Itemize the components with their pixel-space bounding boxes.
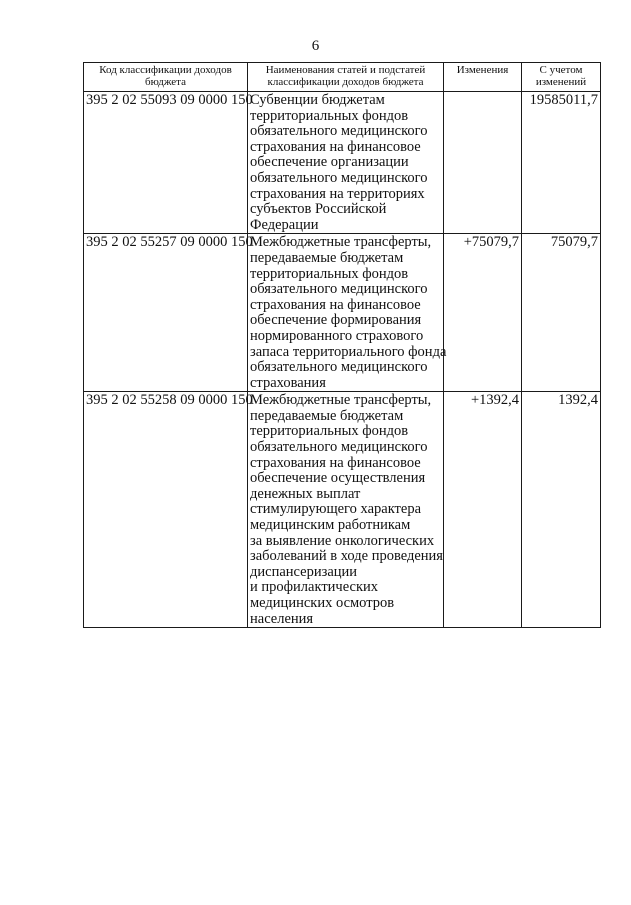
row-name-line: обеспечение организации xyxy=(250,154,409,171)
row-name-line: передаваемые бюджетам xyxy=(250,407,404,424)
table-row xyxy=(84,92,601,234)
row-total: 1392,4 xyxy=(522,392,601,628)
row-name-line: обязательного медицинского xyxy=(250,359,428,376)
row-code: 395 2 02 55093 09 0000 150 xyxy=(84,92,248,234)
table-body xyxy=(84,92,601,628)
row-name-line: обязательного медицинского xyxy=(250,281,428,298)
row-name-line: страхования на финансовое xyxy=(250,138,421,155)
row-name xyxy=(248,392,444,628)
row-name xyxy=(248,92,444,234)
row-name-line: страхования на территориях xyxy=(250,185,425,202)
row-name-line: страхования на финансовое xyxy=(250,296,421,313)
row-name-line: территориальных фондов xyxy=(250,107,409,124)
row-change: +75079,7 xyxy=(444,234,522,392)
row-name-line: и профилактических xyxy=(250,579,379,596)
row-name-line: заболеваний в ходе проведения xyxy=(250,548,443,565)
row-name-line: Федерации xyxy=(250,216,319,233)
row-name-line: обязательного медицинского xyxy=(250,123,428,140)
header-change: Изменения xyxy=(444,63,522,92)
row-name-line: обеспечение осуществления xyxy=(250,470,426,487)
row-name-line: обеспечение формирования xyxy=(250,312,422,329)
row-name xyxy=(248,234,447,392)
row-name-line: обязательного медицинского xyxy=(250,439,428,456)
row-name-line: субъектов Российской xyxy=(250,201,387,218)
row-change: +1392,4 xyxy=(444,392,522,628)
row-name-line: передаваемые бюджетам xyxy=(250,249,404,266)
row-name-line: за выявление онкологических xyxy=(250,532,435,549)
row-name-line: Межбюджетные трансферты, xyxy=(250,234,432,251)
row-name-line: страхования на финансовое xyxy=(250,454,421,471)
table-header-row xyxy=(84,63,601,92)
row-name-line: территориальных фондов xyxy=(250,423,409,440)
row-name-line: диспансеризации xyxy=(250,563,358,580)
budget-income-table xyxy=(83,62,601,628)
row-name-line: Субвенции бюджетам xyxy=(250,92,385,108)
page-number: 6 xyxy=(311,38,320,54)
row-code: 395 2 02 55258 09 0000 150 xyxy=(84,392,248,628)
row-name-line: территориальных фондов xyxy=(250,265,409,282)
row-name-line: Межбюджетные трансферты, xyxy=(250,392,432,409)
row-total: 19585011,7 xyxy=(522,92,601,234)
row-name-line: обязательного медицинского xyxy=(250,169,428,186)
row-name-line: денежных выплат xyxy=(250,485,361,502)
row-name-line: страхования xyxy=(250,374,326,391)
header-total: С учетом изменений xyxy=(522,63,601,92)
row-name-line: медицинских осмотров xyxy=(250,595,395,611)
table-row xyxy=(84,234,601,392)
row-change xyxy=(444,92,522,234)
row-name-line: стимулирующего характера xyxy=(250,501,422,518)
header-name: Наименования статей и подстатей классификации доходов бюджета xyxy=(248,63,444,92)
table-row xyxy=(84,392,601,628)
row-total: 75079,7 xyxy=(522,234,601,392)
row-code: 395 2 02 55257 09 0000 150 xyxy=(84,234,248,392)
row-name-line: медицинским работникам xyxy=(250,517,411,534)
row-name-line: запаса территориального фонда xyxy=(250,343,447,360)
row-name-line: населения xyxy=(250,610,314,627)
row-name-line: нормированного страхового xyxy=(250,327,424,344)
header-code: Код классификации доходов бюджета xyxy=(84,63,248,92)
